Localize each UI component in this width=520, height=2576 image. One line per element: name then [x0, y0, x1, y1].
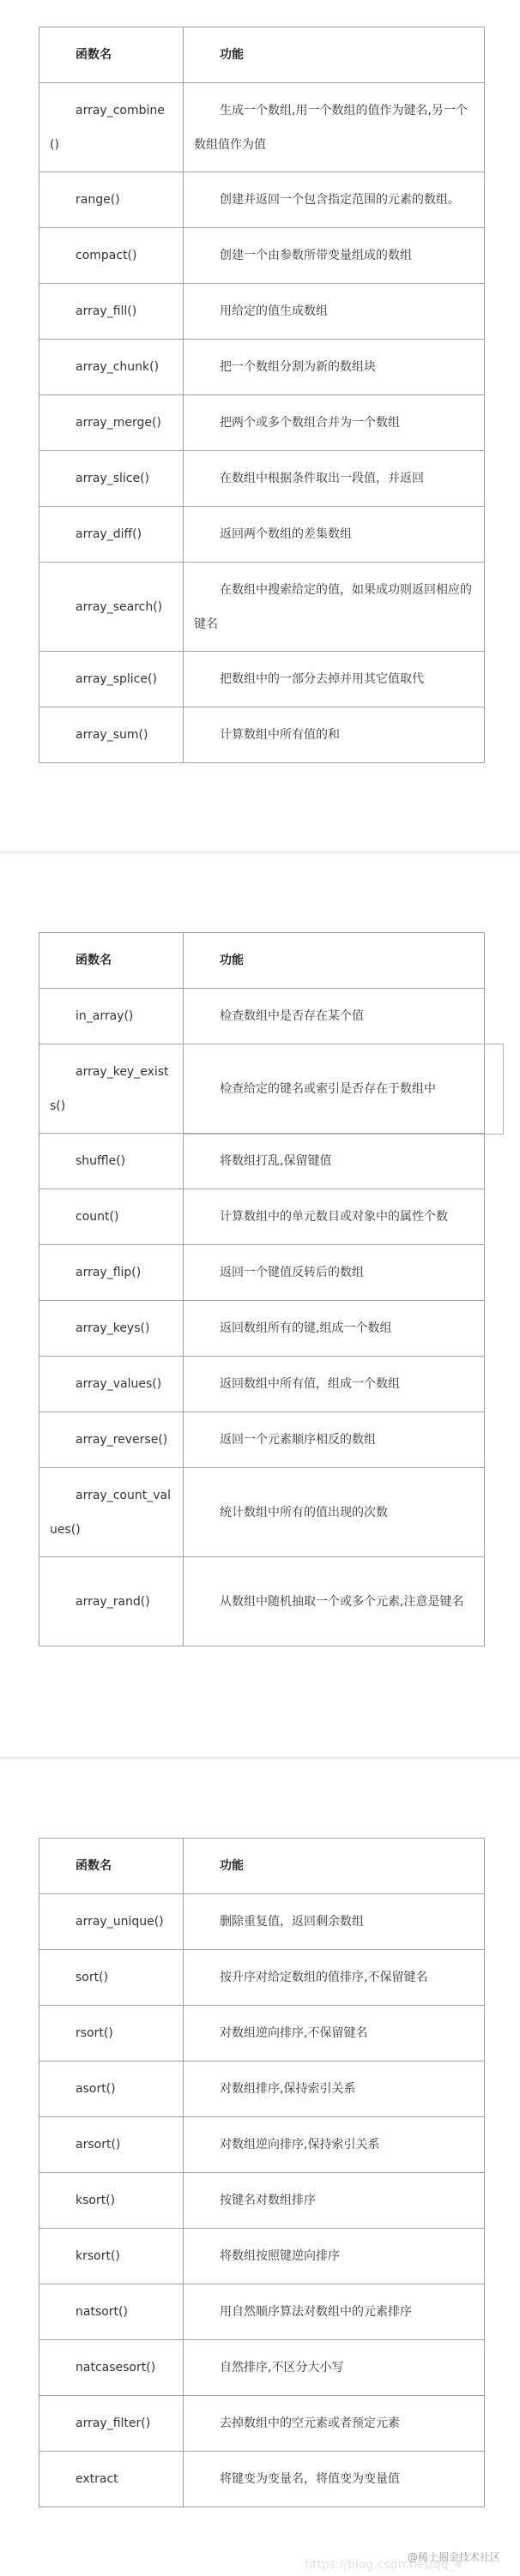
table-header-row: [39, 933, 485, 989]
function-name-cell: rsort(): [39, 2006, 184, 2061]
table-row: [39, 2452, 485, 2507]
function-desc-cell: 将键变为变量名，将值变为变量值: [184, 2452, 485, 2507]
table-row: [39, 1412, 485, 1468]
php-array-functions-table-1: [39, 27, 485, 763]
function-desc-cell: 返回两个数组的差集数组: [184, 507, 485, 563]
table-row: [39, 2173, 485, 2229]
table-row: [39, 1044, 485, 1134]
section-divider: [0, 851, 520, 854]
table-row: [39, 2117, 485, 2173]
table-row: [39, 507, 485, 563]
function-desc-cell: 统计数组中所有的值出现的次数: [184, 1468, 485, 1557]
table-row: [39, 2229, 485, 2284]
function-desc-cell: 去掉数组中的空元素或者预定元素: [184, 2396, 485, 2452]
function-desc-cell: 把一个数组分割为新的数组块: [184, 340, 485, 395]
function-desc-cell: 返回一个键值反转后的数组: [184, 1245, 485, 1301]
function-name-cell: array_chunk(): [39, 340, 184, 395]
function-name-cell: array_diff(): [39, 507, 184, 563]
function-name-cell: array_sum(): [39, 707, 184, 763]
function-name-cell: array_reverse(): [39, 1412, 184, 1468]
function-desc-cell: 把数组中的一部分去掉并用其它值取代: [184, 652, 485, 707]
table-row: [39, 83, 485, 172]
table-row: [39, 1301, 485, 1357]
table-row: [39, 172, 485, 228]
function-name-cell: krsort(): [39, 2229, 184, 2284]
table-row: [39, 1894, 485, 1950]
table-row: [39, 1557, 485, 1646]
table-row: [39, 1189, 485, 1245]
function-desc-cell: 在数组中根据条件取出一段值，并返回: [184, 451, 485, 507]
table-row: [39, 451, 485, 507]
function-name-cell: array_unique(): [39, 1894, 184, 1950]
function-name-cell: array_key_exists(): [39, 1044, 184, 1134]
function-desc-cell: 返回数组所有的键,组成一个数组: [184, 1301, 485, 1357]
function-desc-cell: 计算数组中所有值的和: [184, 707, 485, 763]
table-row: [39, 652, 485, 707]
function-desc-cell: 用自然顺序算法对数组中的元素排序: [184, 2284, 485, 2340]
function-desc-cell: 检查数组中是否存在某个值: [184, 989, 485, 1044]
function-desc-cell: 用给定的值生成数组: [184, 284, 485, 340]
function-desc-cell: 在数组中搜索给定的值，如果成功则返回相应的键名: [184, 563, 485, 652]
csdn-watermark: https://blog.csdn.net/qq_4: [305, 2558, 463, 2572]
table-row: [39, 2340, 485, 2396]
header-function-name: 函数名: [39, 27, 184, 83]
function-name-cell: natcasesort(): [39, 2340, 184, 2396]
function-name-cell: array_count_values(): [39, 1468, 184, 1557]
function-name-cell: array_keys(): [39, 1301, 184, 1357]
table-row: [39, 1950, 485, 2006]
function-desc-cell: 返回一个元素顺序相反的数组: [184, 1412, 485, 1468]
table-row: [39, 1468, 485, 1557]
table-row: [39, 707, 485, 763]
function-desc-cell: 自然排序,不区分大小写: [184, 2340, 485, 2396]
table-row: [39, 340, 485, 395]
function-name-cell: array_values(): [39, 1357, 184, 1412]
function-desc-cell: 将数组按照键逆向排序: [184, 2229, 485, 2284]
table-row: [39, 1245, 485, 1301]
function-name-cell: arsort(): [39, 2117, 184, 2173]
table-row: [39, 2284, 485, 2340]
table-row: [39, 1134, 485, 1189]
function-desc-cell: 按升序对给定数组的值排序,不保留键名: [184, 1950, 485, 2006]
table-row: [39, 2006, 485, 2061]
table-row: [39, 284, 485, 340]
php-array-functions-table-2: [39, 932, 485, 1646]
function-name-cell: array_flip(): [39, 1245, 184, 1301]
function-name-cell: array_combine(): [39, 83, 184, 172]
function-desc-cell: 对数组逆向排序,保持索引关系: [184, 2117, 485, 2173]
function-name-cell: count(): [39, 1189, 184, 1245]
table-header-row: [39, 27, 485, 83]
function-name-cell: shuffle(): [39, 1134, 184, 1189]
function-name-cell: array_search(): [39, 563, 184, 652]
table-row: [39, 989, 485, 1044]
function-desc-cell: 按键名对数组排序: [184, 2173, 485, 2229]
function-name-cell: array_filter(): [39, 2396, 184, 2452]
table-header-row: [39, 1839, 485, 1894]
function-desc-cell: 从数组中随机抽取一个或多个元素,注意是键名: [184, 1557, 485, 1646]
table-row: [39, 563, 485, 652]
juejin-watermark: @稀土掘金技术社区: [408, 2551, 501, 2563]
function-desc-cell: 将数组打乱,保留键值: [184, 1134, 485, 1189]
function-desc-cell: 对数组逆向排序,不保留键名: [184, 2006, 485, 2061]
table-row: [39, 2396, 485, 2452]
function-name-cell: asort(): [39, 2061, 184, 2117]
function-name-cell: array_fill(): [39, 284, 184, 340]
function-desc-cell: 创建一个由参数所带变量组成的数组: [184, 228, 485, 284]
header-function-name: 函数名: [39, 1839, 184, 1894]
function-name-cell: sort(): [39, 1950, 184, 2006]
function-desc-cell: 检查给定的键名或索引是否存在于数组中: [184, 1044, 485, 1134]
table-row: [39, 228, 485, 284]
header-function-name: 函数名: [39, 933, 184, 989]
function-name-cell: array_splice(): [39, 652, 184, 707]
header-function-purpose: 功能: [184, 933, 485, 989]
function-name-cell: in_array(): [39, 989, 184, 1044]
function-desc-cell: 生成一个数组,用一个数组的值作为键名,另一个数组值作为值: [184, 83, 485, 172]
function-desc-cell: 返回数组中所有值，组成一个数组: [184, 1357, 485, 1412]
function-name-cell: compact(): [39, 228, 184, 284]
table-row: [39, 395, 485, 451]
function-name-cell: range(): [39, 172, 184, 228]
function-desc-cell: 计算数组中的单元数目或对象中的属性个数: [184, 1189, 485, 1245]
function-desc-cell: 把两个或多个数组合并为一个数组: [184, 395, 485, 451]
function-desc-cell: 删除重复值，返回剩余数组: [184, 1894, 485, 1950]
function-desc-cell: 创建并返回一个包含指定范围的元素的数组。: [184, 172, 485, 228]
function-name-cell: array_merge(): [39, 395, 184, 451]
function-name-cell: array_rand(): [39, 1557, 184, 1646]
function-name-cell: extract: [39, 2452, 184, 2507]
header-function-purpose: 功能: [184, 1839, 485, 1894]
function-name-cell: ksort(): [39, 2173, 184, 2229]
table-row: [39, 1357, 485, 1412]
function-name-cell: natsort(): [39, 2284, 184, 2340]
header-function-purpose: 功能: [184, 27, 485, 83]
section-divider: [0, 1756, 520, 1760]
function-name-cell: array_slice(): [39, 451, 184, 507]
function-desc-cell: 对数组排序,保持索引关系: [184, 2061, 485, 2117]
php-array-functions-table-3: [39, 1838, 485, 2507]
table-row: [39, 2061, 485, 2117]
